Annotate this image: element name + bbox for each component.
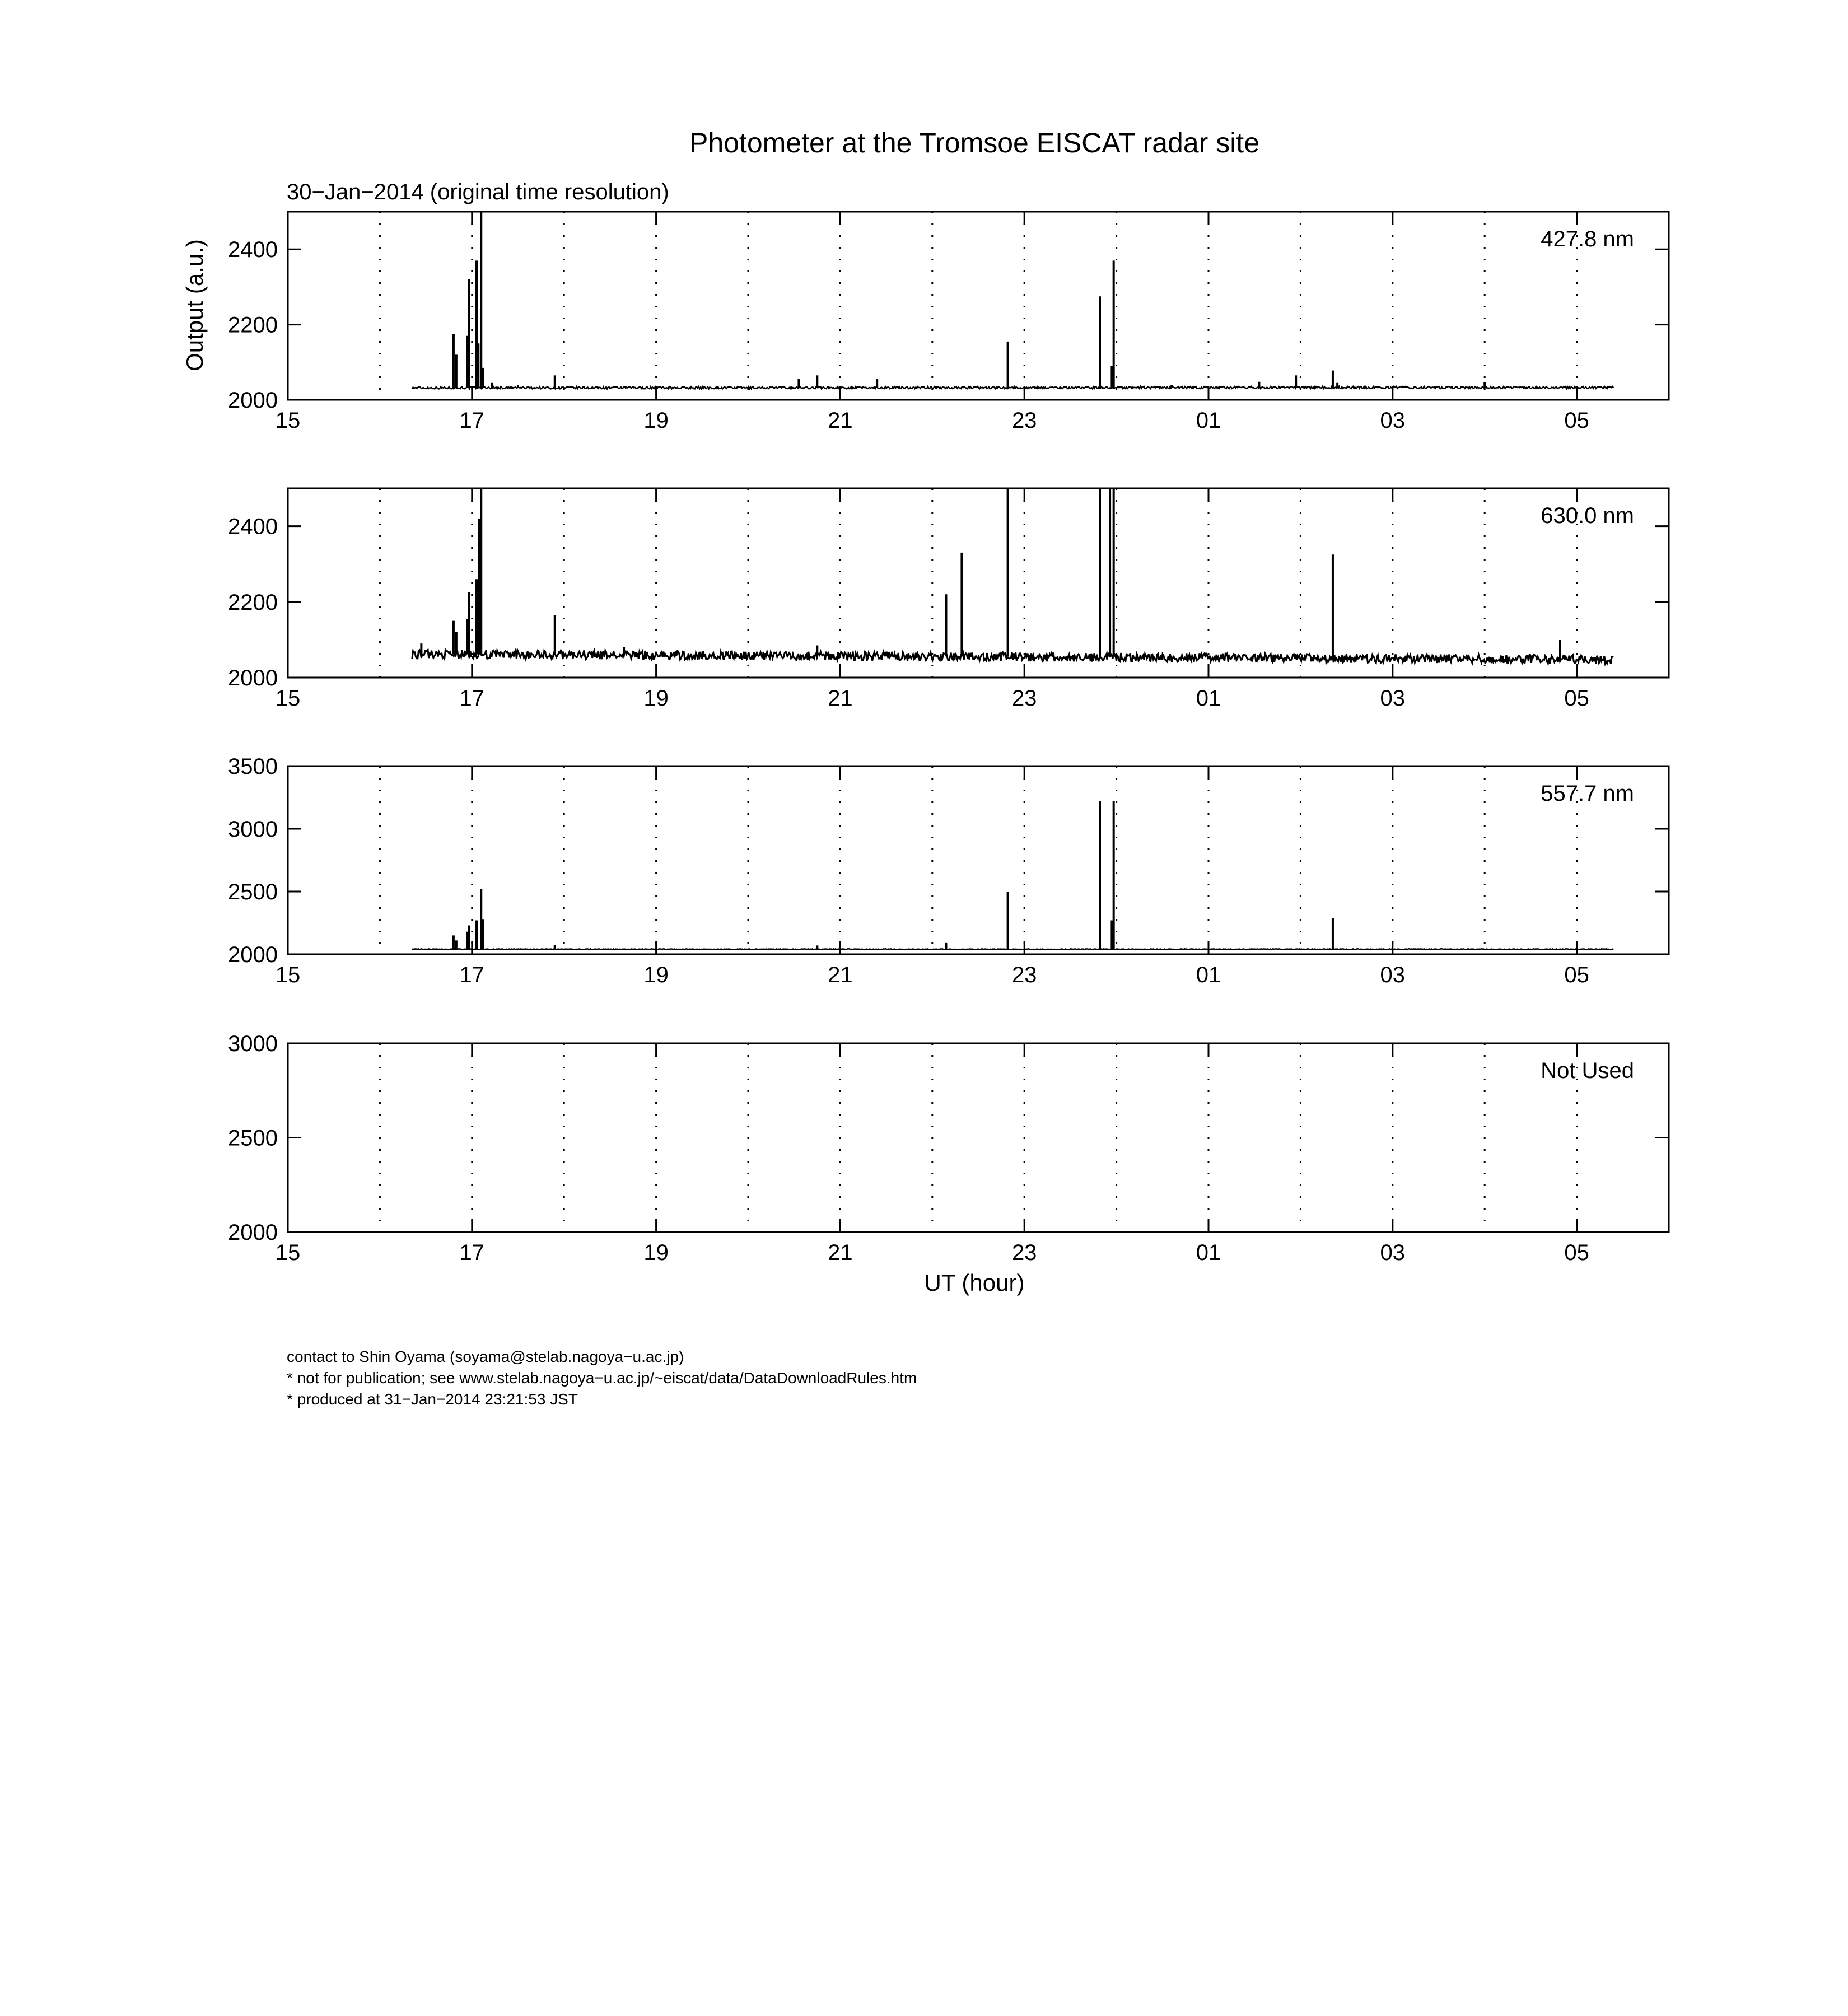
x-tick-label: 21 <box>828 1240 853 1265</box>
x-tick-label: 19 <box>643 408 669 433</box>
x-tick-label: 19 <box>643 963 669 987</box>
panel-not-used <box>228 1032 1669 1265</box>
y-tick-label: 3000 <box>228 1032 278 1056</box>
x-tick-label: 17 <box>459 1240 485 1265</box>
x-tick-label: 21 <box>828 963 853 987</box>
x-tick-label: 23 <box>1011 408 1037 433</box>
axes-frame <box>288 766 1669 954</box>
y-tick-label: 3500 <box>228 754 278 779</box>
y-tick-label: 2000 <box>228 388 278 413</box>
x-tick-label: 15 <box>275 963 301 987</box>
panel-557-7-nm <box>228 754 1669 987</box>
x-tick-label: 03 <box>1380 408 1406 433</box>
footer-publication-note: * not for publication; see www.stelab.nagoya−u.ac.jp/~eiscat/data/DataDownloadRules.htm <box>287 1369 917 1387</box>
series-name-label: 630.0 nm <box>1541 503 1634 528</box>
series-line <box>412 650 1614 664</box>
footer-produced-at: * produced at 31−Jan−2014 23:21:53 JST <box>287 1390 578 1408</box>
x-tick-label: 05 <box>1564 408 1589 433</box>
y-tick-label: 2000 <box>228 942 278 967</box>
y-tick-label: 3000 <box>228 817 278 842</box>
x-tick-label: 21 <box>828 408 853 433</box>
panel-630-0-nm <box>228 488 1669 711</box>
y-tick-label: 2000 <box>228 666 278 690</box>
series-name-label: Not Used <box>1541 1058 1634 1083</box>
x-tick-label: 03 <box>1380 686 1406 711</box>
y-axis-label: Output (a.u.) <box>181 239 208 371</box>
x-tick-label: 23 <box>1011 963 1037 987</box>
y-tick-label: 2200 <box>228 590 278 615</box>
panel-427-8-nm <box>228 212 1669 433</box>
footer-contact: contact to Shin Oyama (soyama@stelab.nagoya−u.ac.jp) <box>287 1348 684 1365</box>
x-tick-label: 23 <box>1011 686 1037 711</box>
axes-frame <box>288 212 1669 400</box>
y-tick-label: 2400 <box>228 237 278 263</box>
series-name-label: 427.8 nm <box>1541 227 1634 251</box>
x-tick-label: 01 <box>1196 686 1221 711</box>
x-tick-label: 19 <box>643 1240 669 1265</box>
x-tick-label: 03 <box>1380 963 1406 987</box>
x-tick-label: 03 <box>1380 1240 1406 1265</box>
x-tick-label: 01 <box>1196 963 1221 987</box>
y-tick-label: 2000 <box>228 1220 278 1245</box>
x-tick-label: 21 <box>828 686 853 711</box>
x-axis-label: UT (hour) <box>924 1270 1025 1296</box>
x-tick-label: 15 <box>275 1240 301 1265</box>
x-tick-label: 17 <box>459 686 485 711</box>
y-tick-label: 2500 <box>228 880 278 904</box>
x-tick-label: 05 <box>1564 963 1589 987</box>
series-line <box>412 386 1614 389</box>
x-tick-label: 15 <box>275 686 301 711</box>
x-tick-label: 23 <box>1011 1240 1037 1265</box>
x-tick-label: 01 <box>1196 1240 1221 1265</box>
figure-subtitle: 30−Jan−2014 (original time resolution) <box>287 180 669 204</box>
x-tick-label: 01 <box>1196 408 1221 433</box>
series-name-label: 557.7 nm <box>1541 781 1634 806</box>
axes-frame <box>288 1043 1669 1232</box>
x-tick-label: 17 <box>459 963 485 987</box>
x-tick-label: 05 <box>1564 1240 1589 1265</box>
y-tick-label: 2500 <box>228 1126 278 1151</box>
figure-title: Photometer at the Tromsoe EISCAT radar site <box>689 127 1260 158</box>
axes-frame <box>288 488 1669 678</box>
x-tick-label: 19 <box>643 686 669 711</box>
y-tick-label: 2200 <box>228 312 278 338</box>
y-tick-label: 2400 <box>228 514 278 539</box>
x-tick-label: 17 <box>459 408 485 433</box>
x-tick-label: 15 <box>275 408 301 433</box>
x-tick-label: 05 <box>1564 686 1589 711</box>
